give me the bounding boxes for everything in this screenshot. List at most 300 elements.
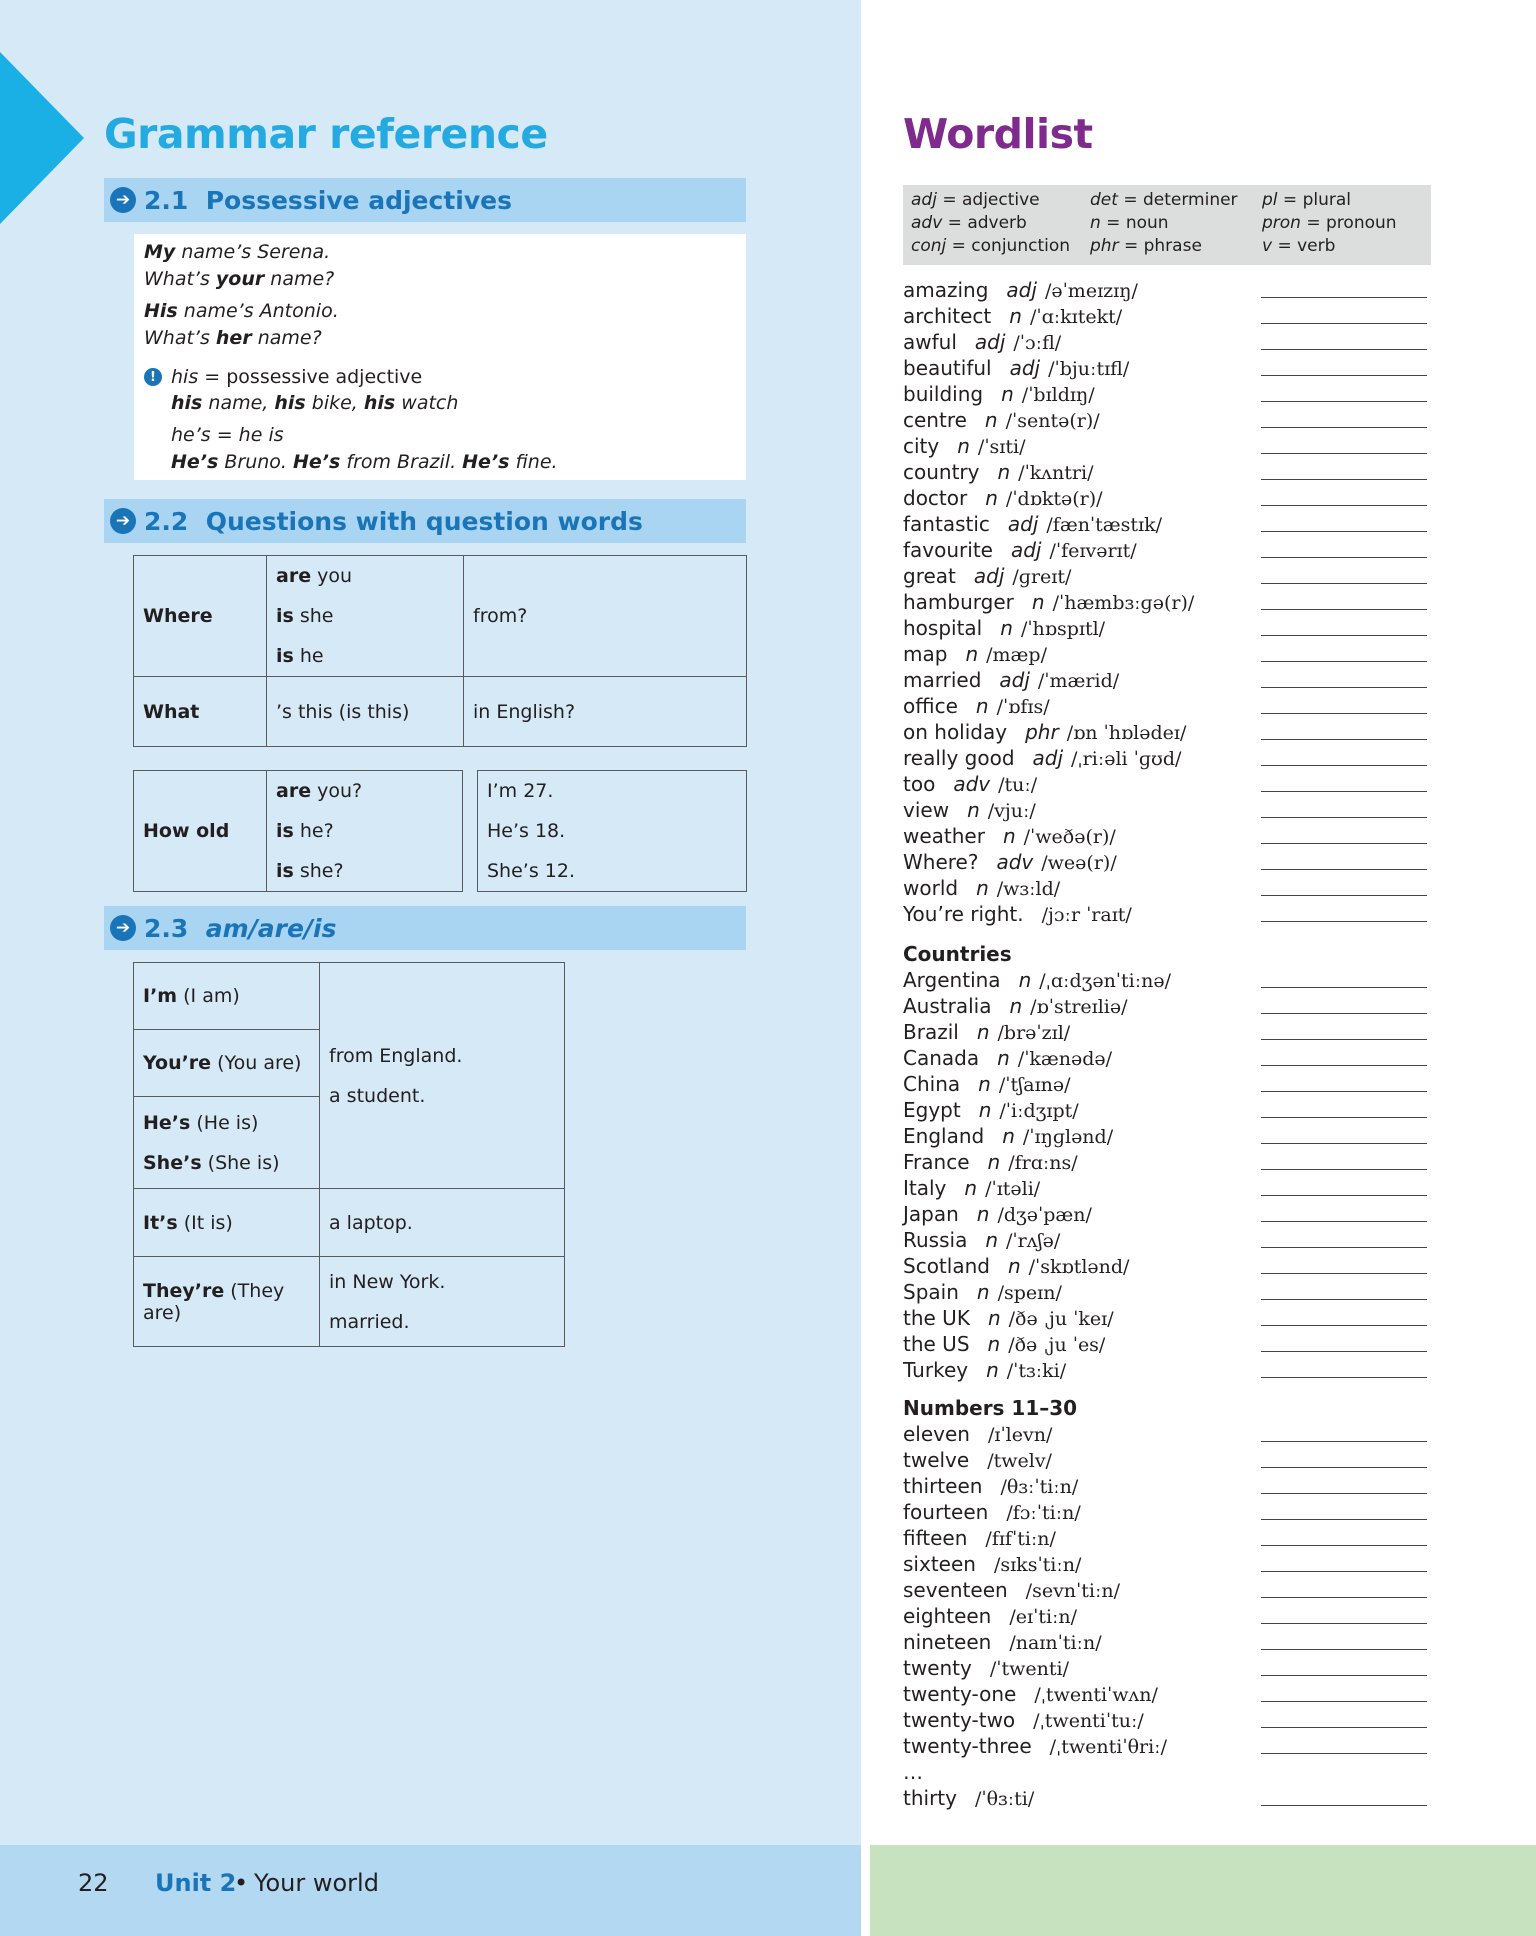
entry-pronunciation: /frɑːns/ bbox=[1008, 1152, 1078, 1174]
entry-word: married bbox=[903, 668, 982, 692]
entry-part-of-speech: adj bbox=[1009, 356, 1041, 380]
entry-word: fourteen bbox=[903, 1500, 989, 1524]
entry-word: Scotland bbox=[903, 1254, 990, 1278]
translation-line[interactable] bbox=[1261, 1325, 1427, 1326]
entry-pronunciation: /ˌriːəli ˈɡʊd/ bbox=[1071, 748, 1182, 770]
entry-pronunciation: /ˈɪtəli/ bbox=[985, 1178, 1041, 1200]
footer-left-band bbox=[0, 1845, 861, 1936]
wordlist-entry bbox=[903, 1447, 1052, 1473]
entry-part-of-speech: n bbox=[1018, 968, 1032, 992]
entry-pronunciation: /ˈdɒktə(r)/ bbox=[1005, 488, 1103, 510]
entry-part-of-speech: n bbox=[1000, 616, 1013, 640]
entry-word: China bbox=[903, 1072, 961, 1096]
entry-part-of-speech: adj bbox=[999, 668, 1030, 692]
entry-word: thirty bbox=[903, 1786, 957, 1810]
entry-word: too bbox=[903, 772, 936, 796]
entry-word: eleven bbox=[903, 1422, 970, 1446]
entry-word: twelve bbox=[903, 1448, 970, 1472]
entry-word: architect bbox=[903, 304, 992, 328]
wordlist-entry bbox=[903, 1421, 1052, 1447]
wordlist-entry bbox=[903, 433, 1026, 459]
translation-line[interactable] bbox=[1261, 375, 1427, 376]
arrow-icon: ➔ bbox=[110, 187, 136, 213]
entry-word: on holiday bbox=[903, 720, 1008, 744]
wordlist-entry bbox=[903, 1019, 1070, 1045]
entry-word: eighteen bbox=[903, 1604, 992, 1628]
legend-item: det = determiner bbox=[1090, 190, 1238, 210]
translation-line[interactable] bbox=[1261, 1117, 1427, 1118]
wordlist-entry bbox=[903, 1707, 1144, 1733]
entry-pronunciation: /ɪˈlevn/ bbox=[987, 1424, 1053, 1446]
note-line: his = possessive adjective bbox=[171, 366, 423, 388]
entry-pronunciation: /twelv/ bbox=[987, 1450, 1052, 1472]
wordlist-entry bbox=[903, 667, 1119, 693]
entry-word: Egypt bbox=[903, 1098, 961, 1122]
entry-pronunciation: /wɜːld/ bbox=[996, 878, 1061, 900]
wordlist-entry bbox=[903, 1603, 1077, 1629]
entry-word: seventeen bbox=[903, 1578, 1008, 1602]
translation-line[interactable] bbox=[1261, 1597, 1427, 1598]
entry-pronunciation: /ˌtwentiˈtuː/ bbox=[1033, 1710, 1144, 1732]
translation-line[interactable] bbox=[1261, 1169, 1427, 1170]
translation-line[interactable] bbox=[1261, 1441, 1427, 1442]
entry-part-of-speech: n bbox=[978, 1098, 992, 1122]
wordlist-entry bbox=[903, 823, 1116, 849]
entry-part-of-speech: n bbox=[1009, 994, 1023, 1018]
entry-word: Where? bbox=[903, 850, 979, 874]
wordlist-entry bbox=[903, 745, 1181, 771]
entry-part-of-speech: n bbox=[985, 1228, 999, 1252]
wordlist-entry bbox=[903, 1045, 1112, 1071]
translation-line[interactable] bbox=[1261, 921, 1427, 922]
note-line: He’s Bruno. He’s from Brazil. He’s fine. bbox=[171, 451, 558, 473]
translation-line[interactable] bbox=[1261, 713, 1427, 714]
entry-pronunciation: /ˈiːdʒɪpt/ bbox=[999, 1100, 1079, 1122]
example-line: What’s her name? bbox=[144, 327, 322, 349]
entry-word: hospital bbox=[903, 616, 983, 640]
wordlist-entry bbox=[903, 1149, 1078, 1175]
wordlist-entry bbox=[903, 1785, 1034, 1811]
entry-part-of-speech: adj bbox=[1010, 538, 1042, 562]
entry-pronunciation: /sevnˈtiːn/ bbox=[1025, 1580, 1121, 1602]
entry-word: England bbox=[903, 1124, 985, 1148]
translation-line[interactable] bbox=[1261, 1299, 1427, 1300]
entry-pronunciation: /ðə ˌju ˈes/ bbox=[1008, 1334, 1106, 1356]
entry-part-of-speech: adj bbox=[1032, 746, 1064, 770]
entry-word: Japan bbox=[903, 1202, 959, 1226]
entry-word: amazing bbox=[903, 278, 989, 302]
entry-part-of-speech: n bbox=[1001, 382, 1014, 406]
entry-part-of-speech: n bbox=[987, 1306, 1001, 1330]
section-2-1-header bbox=[104, 178, 746, 222]
entry-word: … bbox=[903, 1760, 923, 1784]
entry-pronunciation: /ˌɑːdʒənˈtiːnə/ bbox=[1039, 970, 1172, 992]
translation-line[interactable] bbox=[1261, 791, 1427, 792]
translation-line[interactable] bbox=[1261, 297, 1427, 298]
section-number: 2.1 bbox=[144, 185, 189, 215]
translation-line[interactable] bbox=[1261, 1221, 1427, 1222]
translation-line[interactable] bbox=[1261, 349, 1427, 350]
entry-word: France bbox=[903, 1150, 970, 1174]
table-cell: ’s this (is this) bbox=[267, 677, 464, 747]
entry-pronunciation: /ˈhæmbɜːɡə(r)/ bbox=[1052, 592, 1195, 614]
translation-line[interactable] bbox=[1261, 687, 1427, 688]
entry-pronunciation: /fɪfˈtiːn/ bbox=[985, 1528, 1056, 1550]
entry-pronunciation: /speɪn/ bbox=[997, 1282, 1062, 1304]
translation-line[interactable] bbox=[1261, 427, 1427, 428]
legend-item: adv = adverb bbox=[911, 213, 1027, 233]
entry-word: really good bbox=[903, 746, 1015, 770]
entry-part-of-speech: n bbox=[976, 1280, 990, 1304]
translation-line[interactable] bbox=[1261, 453, 1427, 454]
entry-pronunciation: /ˈkʌntri/ bbox=[1018, 462, 1094, 484]
note-line: his name, his bike, his watch bbox=[171, 392, 459, 414]
entry-word: beautiful bbox=[903, 356, 992, 380]
table-cell: I’m 27. He’s 18. She’s 12. bbox=[478, 771, 747, 892]
entry-word: twenty-two bbox=[903, 1708, 1016, 1732]
entry-pronunciation: /ˈmærid/ bbox=[1037, 670, 1120, 692]
translation-line[interactable] bbox=[1261, 1753, 1427, 1754]
entry-word: sixteen bbox=[903, 1552, 976, 1576]
entry-word: view bbox=[903, 798, 950, 822]
translation-line[interactable] bbox=[1261, 401, 1427, 402]
unit-title: Your world bbox=[254, 1869, 379, 1897]
entry-word: nineteen bbox=[903, 1630, 992, 1654]
translation-line[interactable] bbox=[1261, 1013, 1427, 1014]
entry-pronunciation: /əˈmeɪzɪŋ/ bbox=[1044, 280, 1138, 302]
translation-line[interactable] bbox=[1261, 1701, 1427, 1702]
bullet-separator: • bbox=[234, 1869, 249, 1897]
entry-word: the US bbox=[903, 1332, 970, 1356]
translation-line[interactable] bbox=[1261, 583, 1427, 584]
wordlist-entry bbox=[903, 1681, 1158, 1707]
wordlist-entry bbox=[903, 537, 1137, 563]
entry-pronunciation: /ˈbɪldɪŋ/ bbox=[1021, 384, 1095, 406]
entry-word: world bbox=[903, 876, 959, 900]
translation-line[interactable] bbox=[1261, 1519, 1427, 1520]
entry-pronunciation: /ˈkænədə/ bbox=[1017, 1048, 1113, 1070]
entry-pronunciation: /eɪˈtiːn/ bbox=[1009, 1606, 1078, 1628]
entry-part-of-speech: n bbox=[965, 642, 979, 666]
wordlist-entry bbox=[903, 303, 1122, 329]
translation-line[interactable] bbox=[1261, 1273, 1427, 1274]
section-number: 2.2 bbox=[144, 506, 189, 536]
wordlist-entry bbox=[903, 563, 1071, 589]
entry-part-of-speech: n bbox=[1002, 824, 1016, 848]
entry-pronunciation: /ˈsɪti/ bbox=[977, 436, 1026, 458]
wordlist-entry bbox=[903, 1499, 1081, 1525]
wordlist-entry bbox=[903, 1201, 1092, 1227]
wordlist-entry bbox=[903, 1253, 1129, 1279]
entry-pronunciation: /dʒəˈpæn/ bbox=[997, 1204, 1092, 1226]
entry-pronunciation: /ɒˈstreɪliə/ bbox=[1030, 996, 1128, 1018]
wordlist-entry bbox=[903, 355, 1129, 381]
entry-pronunciation: /ˈɒfɪs/ bbox=[996, 696, 1050, 718]
entry-word: office bbox=[903, 694, 958, 718]
table-cell: in English? bbox=[464, 677, 747, 747]
entry-part-of-speech: n bbox=[1007, 1254, 1021, 1278]
page-number: 22 bbox=[78, 1869, 109, 1897]
entry-part-of-speech: n bbox=[964, 1176, 978, 1200]
wordlist-entry bbox=[903, 1175, 1040, 1201]
wordlist-entry bbox=[903, 641, 1047, 667]
entry-word: Spain bbox=[903, 1280, 959, 1304]
entry-pronunciation: /ˌtwentiˈwʌn/ bbox=[1034, 1684, 1158, 1706]
entry-pronunciation: /ˈbjuːtɪfl/ bbox=[1048, 358, 1130, 380]
entry-pronunciation: /naɪnˈtiːn/ bbox=[1009, 1632, 1102, 1654]
entry-word: twenty-three bbox=[903, 1734, 1032, 1758]
note-line: he’s = he is bbox=[171, 424, 284, 446]
entry-part-of-speech: n bbox=[978, 1072, 991, 1096]
translation-line[interactable] bbox=[1261, 1467, 1427, 1468]
wordlist-entry bbox=[903, 615, 1105, 641]
entry-part-of-speech: adj bbox=[1006, 278, 1037, 302]
translation-line[interactable] bbox=[1261, 1675, 1427, 1676]
entry-word: favourite bbox=[903, 538, 993, 562]
entry-part-of-speech: n bbox=[957, 434, 970, 458]
legend-item: pl = plural bbox=[1262, 190, 1351, 210]
wordlist-entry bbox=[903, 1525, 1056, 1551]
entry-word: great bbox=[903, 564, 956, 588]
entry-pronunciation: /ˈtɜːki/ bbox=[1006, 1360, 1067, 1382]
wordlist-entry bbox=[903, 459, 1093, 485]
entry-pronunciation: /ˈɔːfl/ bbox=[1013, 332, 1062, 354]
wordlist-entry bbox=[903, 1473, 1078, 1499]
wordlist-entry bbox=[903, 1305, 1114, 1331]
translation-line[interactable] bbox=[1261, 1065, 1427, 1066]
entry-part-of-speech: n bbox=[987, 1332, 1001, 1356]
section-title: am/are/is bbox=[205, 913, 337, 943]
translation-line[interactable] bbox=[1261, 1649, 1427, 1650]
entry-pronunciation: /sɪksˈtiːn/ bbox=[993, 1554, 1082, 1576]
entry-pronunciation: /ˈsentə(r)/ bbox=[1005, 410, 1100, 432]
entry-part-of-speech: n bbox=[976, 1202, 990, 1226]
entry-word: weather bbox=[903, 824, 985, 848]
wordlist-entry bbox=[903, 1227, 1060, 1253]
entry-word: Canada bbox=[903, 1046, 980, 1070]
translation-line[interactable] bbox=[1261, 531, 1427, 532]
table-cell: You’re (You are) bbox=[134, 1030, 320, 1097]
wordlist-entry bbox=[903, 1357, 1066, 1383]
translation-line[interactable] bbox=[1261, 987, 1427, 988]
translation-line[interactable] bbox=[1261, 661, 1427, 662]
example-line: His name’s Antonio. bbox=[144, 300, 339, 322]
translation-line[interactable] bbox=[1261, 1247, 1427, 1248]
entry-pronunciation: /ˈɪŋɡlənd/ bbox=[1022, 1126, 1114, 1148]
entry-word: fantastic bbox=[903, 512, 990, 536]
legend-item: n = noun bbox=[1090, 213, 1169, 233]
arrow-icon: ➔ bbox=[110, 508, 136, 534]
wordlist-entry bbox=[903, 277, 1138, 303]
entry-part-of-speech: n bbox=[984, 408, 998, 432]
wordlist-entry bbox=[903, 1123, 1113, 1149]
entry-word: Brazil bbox=[903, 1020, 959, 1044]
wordlist-entry bbox=[903, 967, 1171, 993]
entry-part-of-speech: n bbox=[985, 486, 998, 510]
wordlist-entry bbox=[903, 589, 1194, 615]
info-icon: ! bbox=[144, 368, 162, 386]
translation-line[interactable] bbox=[1261, 1351, 1427, 1352]
how-old-table bbox=[133, 770, 463, 892]
entry-part-of-speech: n bbox=[976, 1020, 990, 1044]
translation-line[interactable] bbox=[1261, 1091, 1427, 1092]
entry-word: the UK bbox=[903, 1306, 970, 1330]
section-number: 2.3 bbox=[144, 913, 189, 943]
translation-line[interactable] bbox=[1261, 869, 1427, 870]
wordlist-entry bbox=[903, 693, 1050, 719]
wordlist-title: Wordlist bbox=[903, 110, 1093, 158]
translation-line[interactable] bbox=[1261, 1571, 1427, 1572]
entry-pronunciation: /ɒn ˈhɒlədeɪ/ bbox=[1066, 722, 1187, 744]
countries-heading: Countries bbox=[903, 942, 1012, 966]
section-title: Questions with question words bbox=[205, 506, 643, 536]
section-2-3-header bbox=[104, 906, 746, 950]
entry-part-of-speech: adj bbox=[974, 330, 1006, 354]
wordlist-entry bbox=[903, 1551, 1081, 1577]
numbers-heading: Numbers 11–30 bbox=[903, 1396, 1078, 1420]
entry-word: city bbox=[903, 434, 940, 458]
translation-line[interactable] bbox=[1261, 609, 1427, 610]
wordlist-entry bbox=[903, 485, 1103, 511]
translation-line[interactable] bbox=[1261, 1143, 1427, 1144]
entry-pronunciation: /ˈhɒspɪtl/ bbox=[1020, 618, 1106, 640]
entry-part-of-speech: n bbox=[997, 460, 1011, 484]
entry-word: You’re right. bbox=[903, 902, 1024, 926]
table-cell: are you? is he? is she? bbox=[267, 771, 463, 892]
table-cell: What bbox=[134, 677, 267, 747]
table-cell: in New York. married. bbox=[320, 1257, 565, 1347]
legend-item: adj = adjective bbox=[911, 190, 1040, 210]
question-words-table bbox=[133, 555, 747, 747]
wordlist-entry bbox=[903, 1577, 1120, 1603]
entry-pronunciation: /ˈrʌʃə/ bbox=[1006, 1230, 1061, 1252]
translation-line[interactable] bbox=[1261, 1377, 1427, 1378]
wordlist-entry bbox=[903, 901, 1132, 927]
entry-pronunciation: /tuː/ bbox=[998, 774, 1038, 796]
entry-part-of-speech: n bbox=[987, 1150, 1001, 1174]
wordlist-entry bbox=[903, 1097, 1079, 1123]
translation-line[interactable] bbox=[1261, 1727, 1427, 1728]
translation-line[interactable] bbox=[1261, 1545, 1427, 1546]
wordlist-entry bbox=[903, 771, 1037, 797]
entry-word: twenty bbox=[903, 1656, 972, 1680]
wordlist-entry bbox=[903, 1629, 1102, 1655]
entry-pronunciation: /ðə ˌju ˈkeɪ/ bbox=[1008, 1308, 1114, 1330]
entry-pronunciation: /fɔːˈtiːn/ bbox=[1006, 1502, 1081, 1524]
example-line: My name’s Serena. bbox=[144, 241, 331, 263]
entry-part-of-speech: adj bbox=[1007, 512, 1039, 536]
wordlist-entry bbox=[903, 329, 1061, 355]
entry-pronunciation: /weə(r)/ bbox=[1041, 852, 1117, 874]
wordlist-entry bbox=[903, 407, 1100, 433]
entry-part-of-speech: n bbox=[997, 1046, 1010, 1070]
entry-word: Australia bbox=[903, 994, 992, 1018]
wordlist-entry bbox=[903, 1071, 1071, 1097]
entry-word: Russia bbox=[903, 1228, 968, 1252]
legend-item: phr = phrase bbox=[1090, 236, 1202, 256]
table-cell: It’s (It is) bbox=[134, 1189, 320, 1257]
entry-part-of-speech: n bbox=[976, 876, 989, 900]
legend-item: v = verb bbox=[1262, 236, 1336, 256]
translation-line[interactable] bbox=[1261, 1039, 1427, 1040]
table-cell: I’m (I am) bbox=[134, 963, 320, 1030]
entry-part-of-speech: n bbox=[986, 1358, 999, 1382]
entry-word: Italy bbox=[903, 1176, 947, 1200]
wordlist-entry bbox=[903, 1733, 1167, 1759]
translation-line[interactable] bbox=[1261, 505, 1427, 506]
entry-pronunciation: /vjuː/ bbox=[987, 800, 1036, 822]
translation-line[interactable] bbox=[1261, 1195, 1427, 1196]
wordlist-entry bbox=[903, 719, 1186, 745]
entry-part-of-speech: adv bbox=[953, 772, 991, 796]
section-title: Possessive adjectives bbox=[205, 185, 512, 215]
entry-pronunciation: /ˈweðə(r)/ bbox=[1023, 826, 1116, 848]
entry-pronunciation: /brəˈzɪl/ bbox=[997, 1022, 1071, 1044]
entry-word: doctor bbox=[903, 486, 968, 510]
wordlist-entry bbox=[903, 993, 1128, 1019]
translation-line[interactable] bbox=[1261, 765, 1427, 766]
translation-line[interactable] bbox=[1261, 323, 1427, 324]
entry-pronunciation: /mæp/ bbox=[986, 644, 1047, 666]
table-cell: a laptop. bbox=[320, 1189, 565, 1257]
entry-pronunciation: /ˈɑːkɪtekt/ bbox=[1029, 306, 1123, 328]
table-cell: He’s (He is) She’s (She is) bbox=[134, 1097, 320, 1189]
table-cell: How old bbox=[134, 771, 267, 892]
entry-pronunciation: /θɜːˈtiːn/ bbox=[1000, 1476, 1079, 1498]
translation-line[interactable] bbox=[1261, 1805, 1427, 1806]
entry-word: Argentina bbox=[903, 968, 1001, 992]
grammar-title: Grammar reference bbox=[104, 110, 548, 158]
translation-line[interactable] bbox=[1261, 1493, 1427, 1494]
entry-part-of-speech: adj bbox=[973, 564, 1005, 588]
page-marker-triangle bbox=[0, 52, 84, 224]
entry-word: twenty-one bbox=[903, 1682, 1017, 1706]
translation-line[interactable] bbox=[1261, 895, 1427, 896]
entry-word: centre bbox=[903, 408, 967, 432]
table-cell: Where bbox=[134, 556, 267, 677]
table-cell: are you is she is he bbox=[267, 556, 464, 677]
translation-line[interactable] bbox=[1261, 479, 1427, 480]
wordlist-entry bbox=[903, 875, 1060, 901]
entry-word: map bbox=[903, 642, 948, 666]
entry-pronunciation: /fænˈtæstɪk/ bbox=[1046, 514, 1163, 536]
wordlist-entry bbox=[903, 1655, 1069, 1681]
translation-line[interactable] bbox=[1261, 635, 1427, 636]
translation-line[interactable] bbox=[1261, 739, 1427, 740]
entry-word: country bbox=[903, 460, 980, 484]
translation-line[interactable] bbox=[1261, 817, 1427, 818]
abbreviation-legend bbox=[903, 185, 1431, 265]
how-old-answers-table bbox=[477, 770, 747, 892]
translation-line[interactable] bbox=[1261, 1623, 1427, 1624]
translation-line[interactable] bbox=[1261, 843, 1427, 844]
unit-label: Unit 2 bbox=[155, 1869, 237, 1897]
entry-pronunciation: /ˈθɜːti/ bbox=[974, 1788, 1035, 1810]
wordlist-entry bbox=[903, 849, 1117, 875]
entry-part-of-speech: n bbox=[967, 798, 980, 822]
entry-pronunciation: /ˈfeɪvərɪt/ bbox=[1049, 540, 1137, 562]
entry-part-of-speech: n bbox=[1002, 1124, 1015, 1148]
wordlist-entry bbox=[903, 381, 1095, 407]
entry-part-of-speech: phr bbox=[1025, 720, 1059, 744]
entry-pronunciation: /ˈskɒtlənd/ bbox=[1028, 1256, 1130, 1278]
legend-item: pron = pronoun bbox=[1262, 213, 1397, 233]
translation-line[interactable] bbox=[1261, 557, 1427, 558]
wordlist-entry bbox=[903, 1279, 1062, 1305]
entry-part-of-speech: n bbox=[1031, 590, 1045, 614]
entry-word: hamburger bbox=[903, 590, 1014, 614]
entry-word: fifteen bbox=[903, 1526, 968, 1550]
